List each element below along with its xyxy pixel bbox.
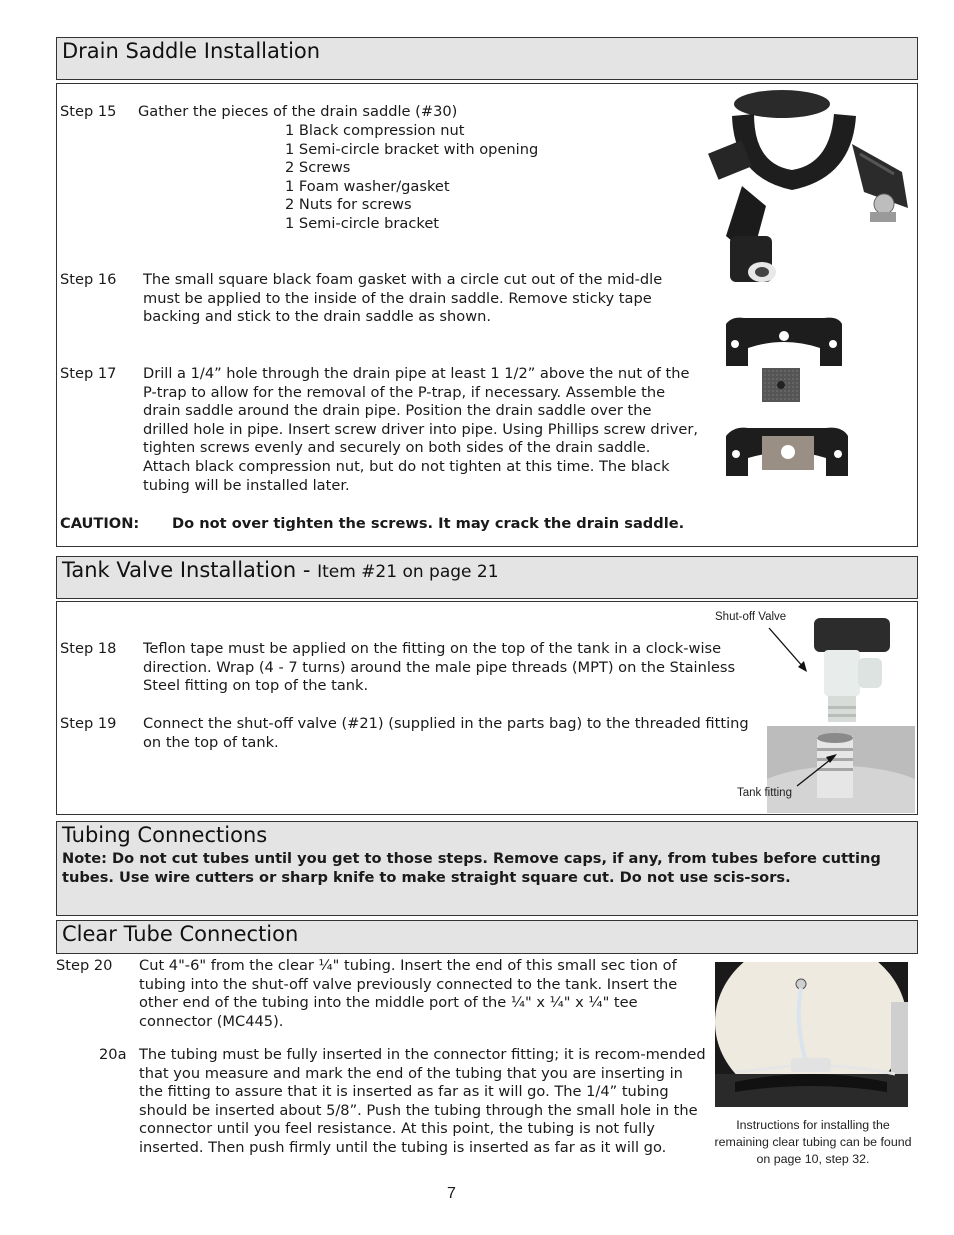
clear-tube-title: Clear Tube Connection — [62, 922, 299, 946]
step15-item: 2 Nuts for screws — [285, 196, 412, 214]
step20a-text: The tubing must be fully inserted in the connector fitting; it is recom-mended that you measure and mark the end of the tubing that you are inserting in the fitting to assure that it is inserted as far as it will go. The 1/4” tubing should be inserted about 5/8”. Push the tubing through the small hole in the connector until you feel resistance. At this point, the tubing is not fully inserted. Then push firmly until the tubing is inserted as far as it will go. — [139, 1046, 706, 1156]
step15-item: 1 Foam washer/gasket — [285, 177, 450, 195]
tank-valve-title — [62, 558, 499, 582]
step16-label: Step 16 — [60, 271, 117, 288]
step15-label: Step 15 — [60, 103, 117, 120]
step20-text: Cut 4"-6" from the clear ¼" tubing. Insert the end of this small sec tion of tubing into the shut-off valve previously connected to the tank. Insert the other end of the tubing into the middle port of the ¼" x ¼" x ¼" tee connector (MC445). — [139, 957, 678, 1030]
caution-text: Do not over tighten the screws. It may crack the drain saddle. — [172, 515, 685, 532]
tank-valve-box — [56, 601, 918, 815]
step15-item: 1 Semi-circle bracket — [285, 214, 440, 232]
foam-gasket-photo — [760, 366, 802, 404]
step18-label: Step 18 — [60, 640, 117, 657]
assembled-bracket-photo — [722, 422, 852, 488]
leader-arrows — [757, 622, 837, 802]
tubing-title: Tubing Connections — [62, 823, 268, 847]
tank-tubing-photo — [715, 962, 908, 1107]
tank-valve-title-sub: Item #21 on page 21 — [317, 562, 499, 582]
step16-text: The small square black foam gasket with a circle cut out of the mid-dle must be applied to the inside of the drain saddle. Remove sticky tape backing and stick to the drain saddle as shown. — [143, 271, 663, 326]
drain-saddle-photo — [702, 86, 916, 291]
drain-saddle-header — [56, 37, 918, 80]
drain-saddle-title: Drain Saddle Installation — [62, 39, 321, 63]
caution-label: CAUTION: — [60, 515, 140, 532]
drain-saddle-box — [56, 83, 918, 547]
step20a-label: 20a — [99, 1046, 127, 1063]
step15-item: 2 Screws — [285, 159, 351, 177]
step15-item: 1 Black compression nut — [285, 122, 465, 139]
shut-off-valve-label: Shut-off Valve — [715, 611, 787, 623]
step15-item: 1 Semi-circle bracket with opening — [285, 140, 539, 158]
clear-tube-header — [56, 920, 918, 954]
tank-valve-title-main: Tank Valve Installation - — [62, 558, 318, 582]
step15-intro: Gather the pieces of the drain saddle (#30) — [138, 103, 458, 120]
tubing-note: Note: Do not cut tubes until you get to those steps. Remove caps, if any, from tubes before cutting tubes. Use wire cutters or sharp knife to make straight square cut. Do not use scis-sors. — [62, 850, 881, 886]
step19-text: Connect the shut-off valve (#21) (supplied in the parts bag) to the threaded fitting on the top of tank. — [143, 715, 749, 751]
step15-items — [285, 122, 585, 234]
step20-label: Step 20 — [56, 957, 113, 974]
tank-fitting-label: Tank fitting — [737, 787, 792, 799]
step17-label: Step 17 — [60, 365, 117, 382]
tubing-header — [56, 821, 918, 916]
step18-text: Teflon tape must be applied on the fitting on the top of the tank in a clock-wise direction. Wrap (4 - 7 turns) around the male pipe threads (MPT) on the Stainless Steel fitting on top of the tank. — [143, 640, 736, 695]
page-number: 7 — [447, 1185, 456, 1202]
tank-valve-header — [56, 556, 918, 599]
step19-label: Step 19 — [60, 715, 117, 732]
step17-text: Drill a 1/4” hole through the drain pipe at least 1 1/2” above the nut of the P-trap to allow for the removal of the P-trap, if necessary. Assemble the drain saddle around the drain pipe. Position the drain saddle over the drilled hole in pipe. Insert screw driver into pipe. Using Phillips screw driver, tighten screws evenly and securely on both sides of the drain saddle. Attach black compression nut, but do not tighten at this time. The black tubing will be installed later. — [143, 365, 698, 494]
tank-photo-caption: Instructions for installing the remaining clear tubing can be found on page 10, step 32. — [714, 1118, 912, 1166]
